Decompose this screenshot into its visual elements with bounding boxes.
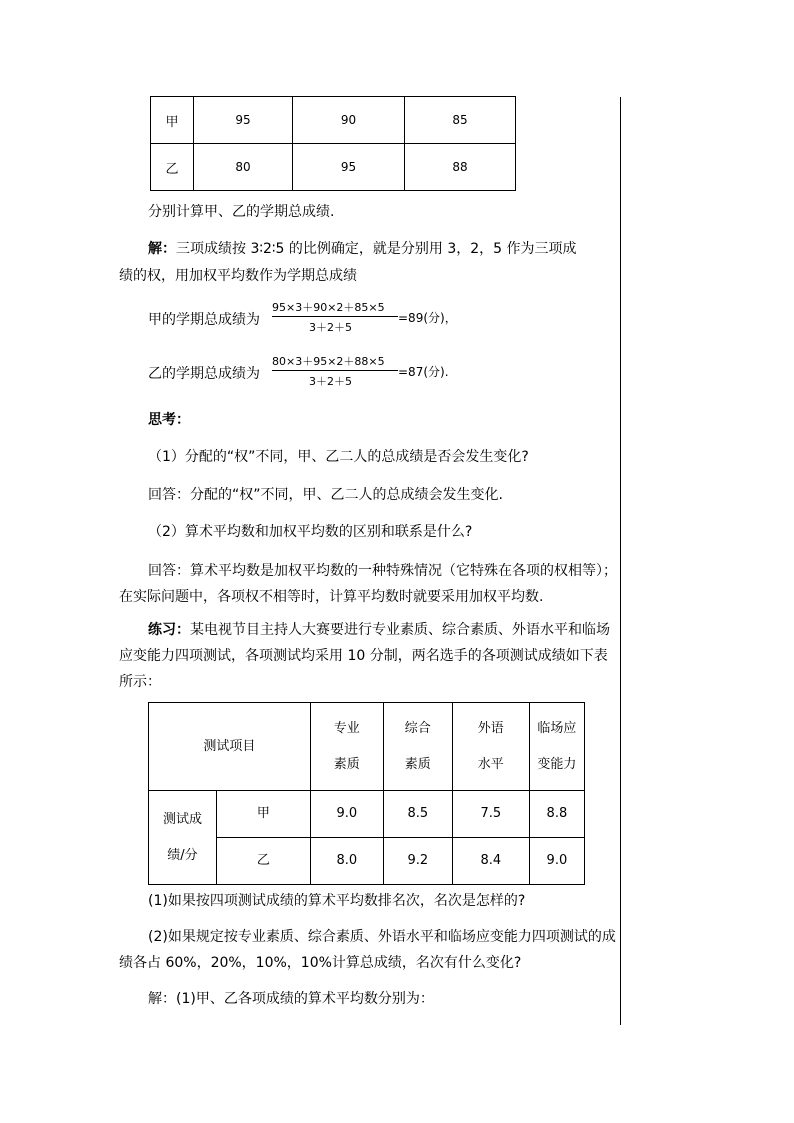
row-name: 甲 [217,791,311,838]
row-group-label: 测试成 绩/分 [149,791,217,885]
question-2: (2)如果规定按专业素质、综合素质、外语水平和临场应变能力四项测试的成绩各占 60%，20%，10%，10%计算总成绩，名次有什么变化? [119,929,616,971]
exercise-label: 练习： [148,622,190,638]
column-header: 临场应 变能力 [529,703,584,791]
yi-denominator: 3＋2＋5 [309,375,352,388]
table-cell: 8.4 [452,838,529,885]
column-header: 综合 素质 [383,703,452,791]
table-cell: 90 [293,97,405,144]
table-cell: 9.0 [529,838,584,885]
intro-text: 分别计算甲、乙的学期总成绩. [148,204,335,220]
row-name: 乙 [151,144,194,191]
fraction-bar [272,370,398,371]
yi-fraction [272,353,398,393]
think-title: 思考： [148,412,190,428]
table-header-row [149,703,585,791]
table-row [149,791,585,838]
solution-line-2: 绩的权，用加权平均数作为学期总成绩 [119,268,357,284]
table-row [151,97,516,144]
jia-denominator: 3＋2＋5 [309,321,352,334]
table-cell: 80 [194,144,293,191]
table-cell: 9.0 [310,791,383,838]
jia-total-result: =89(分)， [398,311,457,325]
row-name: 甲 [151,97,194,144]
yi-total-result: =87(分). [398,365,449,379]
think-answer-2: 回答：算术平均数是加权平均数的一种特殊情况（它特殊在各项的权相等）；在实际问题中，各项权不相等时，计算平均数时就要采用加权平均数. [119,563,617,605]
yi-total-prefix: 乙的学期总成绩为 [148,366,260,382]
question-1: (1)如果按四项测试成绩的算术平均数排名次，名次是怎样的? [148,893,526,909]
column-header: 外语 水平 [452,703,529,791]
table-cell: 7.5 [452,791,529,838]
think-question-2: （2）算术平均数和加权平均数的区别和联系是什么? [148,524,473,540]
exercise-paragraph [119,617,617,695]
table-cell: 8.8 [529,791,584,838]
table-cell: 95 [293,144,405,191]
exercise-text: 某电视节目主持人大赛要进行专业素质、综合素质、外语水平和临场应变能力四项测试，各项测试均采用 10 分制，两名选手的各项测试成绩如下表所示： [119,622,610,690]
right-margin-rule [620,97,621,1025]
solution-2-text: (1)甲、乙各项成绩的算术平均数分别为： [176,991,434,1007]
table-cell: 8.0 [310,838,383,885]
solution-2-label: 解： [148,991,176,1007]
corner-header: 测试项目 [149,703,311,791]
solution-text-1: 三项成绩按 3∶2∶5 的比例确定，就是分别用 3，2，5 作为三项成 [176,241,577,257]
solution-2-line [148,988,434,1008]
jia-fraction [272,299,398,339]
table-row [151,144,516,191]
table-cell: 95 [194,97,293,144]
score-table-1 [150,96,516,191]
table-cell: 88 [405,144,516,191]
jia-total-prefix: 甲的学期总成绩为 [148,312,260,328]
solution-label: 解： [148,241,176,257]
jia-numerator: 95×3＋90×2＋85×5 [272,301,385,314]
table-cell: 9.2 [383,838,452,885]
think-question-1: （1）分配的“权”不同，甲、乙二人的总成绩是否会发生变化? [148,449,529,465]
solution-line-1 [148,238,577,258]
contest-score-table [148,702,585,885]
fraction-bar [272,316,398,317]
think-answer-1: 回答：分配的“权”不同，甲、乙二人的总成绩会发生变化. [148,487,503,503]
table-cell: 85 [405,97,516,144]
yi-numerator: 80×3＋95×2＋88×5 [272,355,385,368]
row-name: 乙 [217,838,311,885]
column-header: 专业 素质 [310,703,383,791]
table-cell: 8.5 [383,791,452,838]
